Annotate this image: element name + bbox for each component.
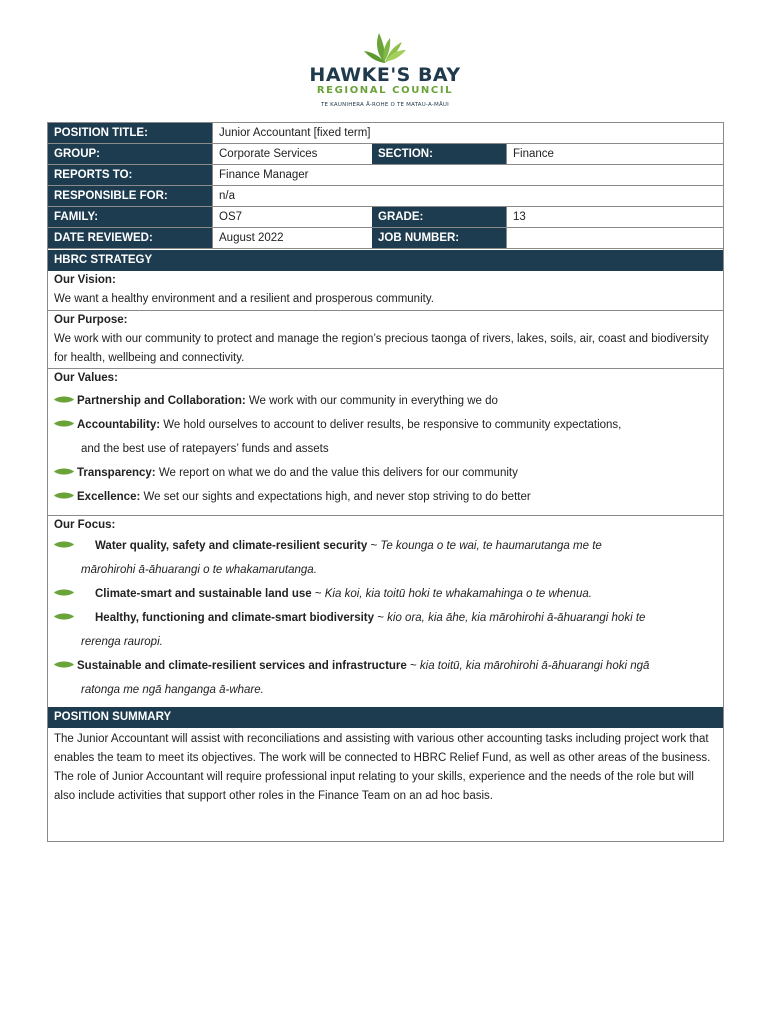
reports-to-row xyxy=(48,165,723,186)
value-title: Transparency: xyxy=(77,467,156,479)
focus-continuation: rerenga rauropi. xyxy=(81,636,163,648)
focus-heading: Our Focus: xyxy=(54,519,116,531)
group-label: GROUP: xyxy=(48,144,212,164)
purpose-section xyxy=(48,311,723,369)
values-heading: Our Values: xyxy=(54,372,118,384)
focus-item xyxy=(54,582,714,606)
focus-title: Water quality, safety and climate-resilient security xyxy=(95,540,368,552)
grade-value: 13 xyxy=(506,207,723,227)
reports-to-value: Finance Manager xyxy=(212,165,723,185)
position-title-value: Junior Accountant [fixed term] xyxy=(212,123,723,143)
responsible-for-value: n/a xyxy=(212,186,723,206)
focus-separator: ~ xyxy=(311,588,325,600)
focus-item xyxy=(54,606,714,630)
date-reviewed-label: DATE REVIEWED: xyxy=(48,228,212,248)
hbrc-strategy-heading: HBRC STRATEGY xyxy=(48,250,723,271)
focus-separator: ~ xyxy=(367,540,381,552)
leaf-bullet-icon xyxy=(54,492,74,499)
vision-text: We want a healthy environment and a resilient and prosperous community. xyxy=(54,293,434,305)
focus-text: kio ora, kia āhe, kia mārohirohi ā-āhuarangi hoki te xyxy=(387,612,646,624)
focus-continuation: mārohirohi ā-āhuarangi o te whakamarutanga. xyxy=(81,564,317,576)
focus-section xyxy=(48,516,723,707)
logo-name: HAWKE'S BAY xyxy=(309,64,461,86)
purpose-text: We work with our community to protect and manage the region’s precious taonga of rivers, lakes, soils, air, coast and biodiversity for health, wellbeing and connectivity. xyxy=(54,333,709,364)
responsible-for-row xyxy=(48,186,723,207)
group-row xyxy=(48,144,723,165)
position-summary-heading: POSITION SUMMARY xyxy=(48,707,723,728)
family-row xyxy=(48,207,723,228)
value-text: We report on what we do and the value this delivers for our community xyxy=(158,467,518,479)
leaf-bullet-icon xyxy=(54,420,74,427)
job-number-label: JOB NUMBER: xyxy=(372,228,506,248)
value-item xyxy=(54,389,714,413)
leaf-bullet-icon xyxy=(54,613,74,620)
position-summary-text: The Junior Accountant will assist with reconciliations and assisting with various other accounting tasks including project work that enables the team to meet its objectives. The work will be connected to HBRC Relief Fund, as well as other areas of the business. The role of Junior Accountant will require professional input relating to your skills, experience and the needs of the role but will also include activities that support other roles in the Finance Team on an ad hoc basis. xyxy=(54,733,711,802)
value-title: Accountability: xyxy=(77,419,161,431)
leaf-bullet-icon xyxy=(54,396,74,403)
section-value: Finance xyxy=(506,144,723,164)
value-title: Excellence: xyxy=(77,491,141,503)
value-text: We work with our community in everything we do xyxy=(248,395,498,407)
position-title-row xyxy=(48,123,723,144)
logo-subtitle: REGIONAL COUNCIL xyxy=(316,85,454,96)
grade-label: GRADE: xyxy=(372,207,506,227)
date-reviewed-value: August 2022 xyxy=(212,228,372,248)
focus-title: Sustainable and climate-resilient services and infrastructure xyxy=(77,660,407,672)
job-number-value xyxy=(506,228,723,248)
leaf-bullet-icon xyxy=(54,589,74,596)
focus-text: Te kounga o te wai, te haumarutanga me te xyxy=(380,540,602,552)
focus-item xyxy=(54,534,714,558)
value-title: Partnership and Collaboration: xyxy=(77,395,246,407)
date-reviewed-row xyxy=(48,228,723,249)
leaf-bullet-icon xyxy=(54,468,74,475)
responsible-for-label: RESPONSIBLE FOR: xyxy=(48,186,212,206)
value-text: We set our sights and expectations high, and never stop striving to do better xyxy=(143,491,531,503)
position-title-label: POSITION TITLE: xyxy=(48,123,212,143)
leaf-logo-icon xyxy=(360,30,410,64)
focus-separator: ~ xyxy=(406,660,420,672)
value-text: We hold ourselves to account to deliver results, be responsive to community expectations, xyxy=(163,419,622,431)
focus-separator: ~ xyxy=(374,612,388,624)
position-description-form xyxy=(47,122,724,842)
value-item xyxy=(54,413,714,437)
leaf-bullet-icon xyxy=(54,541,74,548)
logo-tagline: TE KAUNIHERA Ā-ROHE O TE MATAU-A-MĀUI xyxy=(321,102,449,108)
values-section xyxy=(48,369,723,516)
family-value: OS7 xyxy=(212,207,372,227)
focus-title: Healthy, functioning and climate-smart biodiversity xyxy=(95,612,375,624)
focus-text: Kia koi, kia toitū hoki te whakamahinga o te whenua. xyxy=(324,588,592,600)
focus-text: kia toitū, kia mārohirohi ā-āhuarangi hoki ngā xyxy=(419,660,650,672)
hbrc-logo xyxy=(300,30,470,110)
focus-continuation: ratonga me ngā hanganga ā-whare. xyxy=(81,684,264,696)
vision-heading: Our Vision: xyxy=(54,274,116,286)
family-label: FAMILY: xyxy=(48,207,212,227)
focus-item xyxy=(54,654,714,678)
focus-title: Climate-smart and sustainable land use xyxy=(95,588,312,600)
purpose-heading: Our Purpose: xyxy=(54,314,128,326)
vision-section xyxy=(48,271,723,311)
leaf-bullet-icon xyxy=(54,661,74,668)
group-value: Corporate Services xyxy=(212,144,372,164)
reports-to-label: REPORTS TO: xyxy=(48,165,212,185)
value-item xyxy=(54,485,714,509)
value-item xyxy=(54,461,714,485)
value-continuation: and the best use of ratepayers’ funds and assets xyxy=(81,443,329,455)
section-label: SECTION: xyxy=(372,144,506,164)
